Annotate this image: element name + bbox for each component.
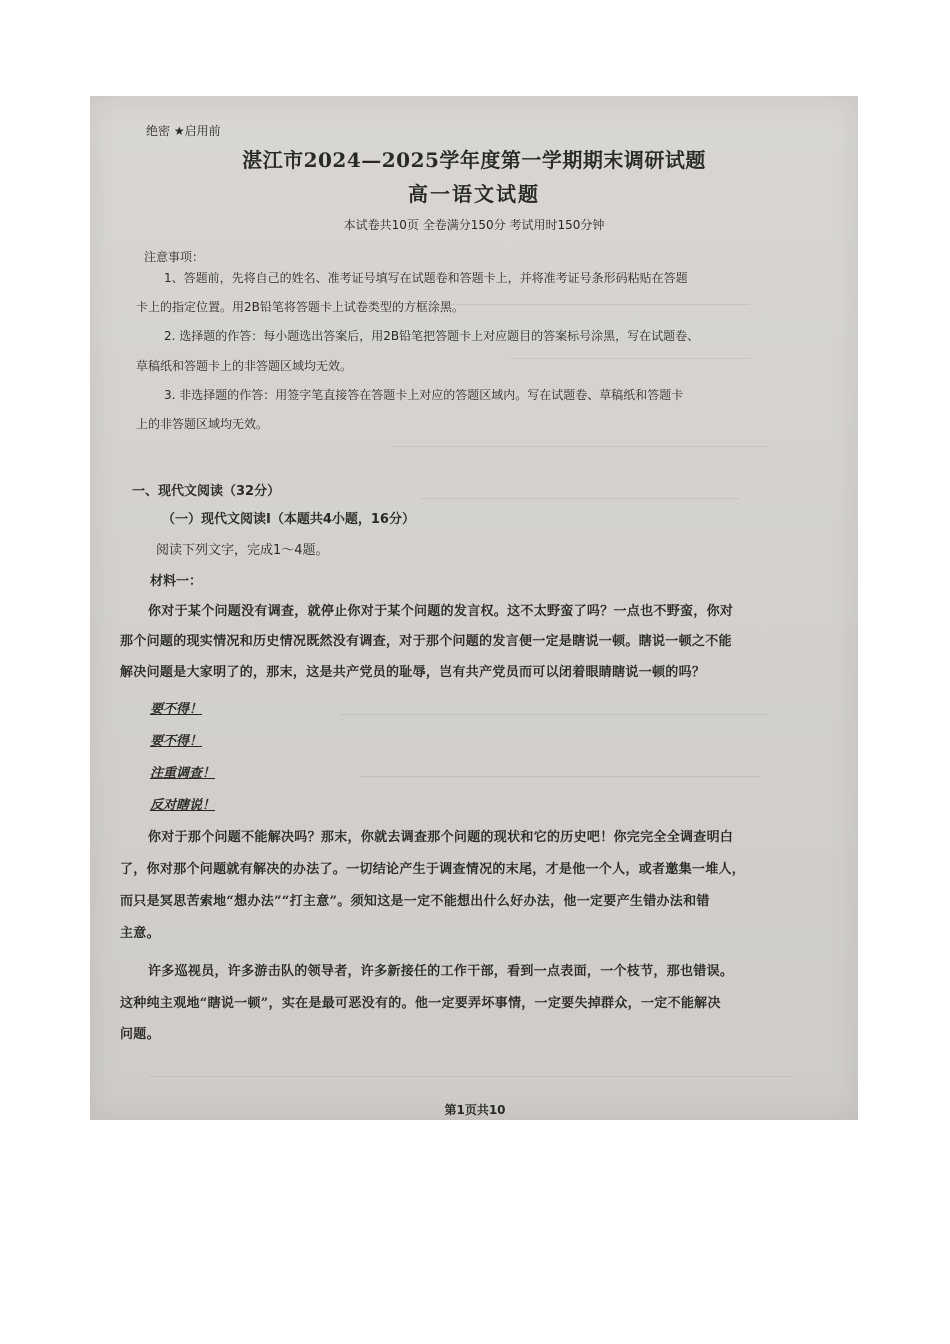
passage-paragraph-3-line-2: 这种纯主观地“瞎说一顿”，实在是最可恶没有的。他一定要弄坏事情，一定要失掉群众，一定不能解决 <box>120 996 721 1011</box>
reading-instruction: 阅读下列文字，完成1～4题。 <box>156 543 329 558</box>
section-heading: 一、现代文阅读（32分） <box>132 484 281 499</box>
exam-meta: 本试卷共10页 全卷满分150分 考试用时150分钟 <box>343 218 605 232</box>
note-item-3-line-1: 3. 非选择题的作答：用签字笔直接答在答题卡上对应的答题区域内。写在试题卷、草稿纸和答题卡 <box>164 388 684 402</box>
passage-paragraph-2-line-2: 了，你对那个问题就有解决的办法了。一切结论产生于调查情况的末尾，才是他一个人，或者邀集一堆人， <box>120 862 746 877</box>
note-item-1-line-1: 1、答题前，先将自己的姓名、准考证号填写在试题卷和答题卡上，并将准考证号条形码粘贴在答题 <box>164 271 688 285</box>
passage-paragraph-2-line-1: 你对于那个问题不能解决吗？那末，你就去调查那个问题的现状和它的历史吧！你完完全全调查明白 <box>148 830 734 845</box>
passage-paragraph-2-line-4: 主意。 <box>120 926 160 941</box>
passage-paragraph-3-line-3: 问题。 <box>120 1027 160 1042</box>
confidential-label: 绝密 ★启用前 <box>146 124 221 138</box>
bleed-through-line <box>360 776 760 777</box>
bleed-through-line <box>340 714 770 715</box>
exam-page-photo <box>90 96 858 1120</box>
bleed-through-line <box>450 304 750 305</box>
passage-paragraph-3-line-1: 许多巡视员，许多游击队的领导者，许多新接任的工作干部，看到一点表面，一个枝节，那也错误。 <box>148 964 734 979</box>
exam-title: 湛江市2024—2025学年度第一学期期末调研试题 <box>242 148 706 172</box>
subsection-heading: （一）现代文阅读Ⅰ（本题共4小题，16分） <box>162 512 415 527</box>
bleed-through-line <box>420 498 740 499</box>
exam-subtitle: 高一语文试题 <box>408 182 540 206</box>
passage-paragraph-1-line-3: 解决问题是大家明了的，那末，这是共产党员的耻辱，岂有共产党员而可以闭着眼睛瞎说一顿的吗？ <box>120 665 706 680</box>
slogan-2: 要不得！ <box>150 734 203 749</box>
bleed-through-line <box>510 358 750 359</box>
passage-paragraph-1-line-2: 那个问题的现实情况和历史情况既然没有调查，对于那个问题的发言便一定是瞎说一顿。瞎说一顿之不能 <box>120 634 732 649</box>
slogan-4: 反对瞎说！ <box>150 798 216 813</box>
slogan-1: 要不得！ <box>150 702 203 717</box>
passage-paragraph-1-line-1: 你对于某个问题没有调查，就停止你对于某个问题的发言权。这不太野蛮了吗？一点也不野蛮，你对 <box>148 604 734 619</box>
page-footer: 第1页共10 <box>444 1103 506 1117</box>
passage-paragraph-2-line-3: 而只是冥思苦索地“想办法”“打主意”。须知这是一定不能想出什么好办法，他一定要产生错办法和错 <box>120 894 710 909</box>
bleed-through-line <box>150 1076 790 1077</box>
note-item-2-line-2: 草稿纸和答题卡上的非答题区域均无效。 <box>136 359 353 373</box>
note-item-2-line-1: 2. 选择题的作答：每小题选出答案后，用2B铅笔把答题卡上对应题目的答案标号涂黑，写在试题卷、 <box>164 329 700 343</box>
note-item-3-line-2: 上的非答题区域均无效。 <box>136 417 269 431</box>
material-label: 材料一： <box>150 574 203 589</box>
slogan-3: 注重调查！ <box>150 766 216 781</box>
bleed-through-line <box>390 446 770 447</box>
note-item-1-line-2: 卡上的指定位置。用2B铅笔将答题卡上试卷类型的方框涂黑。 <box>136 300 464 314</box>
notes-label: 注意事项： <box>144 250 205 264</box>
